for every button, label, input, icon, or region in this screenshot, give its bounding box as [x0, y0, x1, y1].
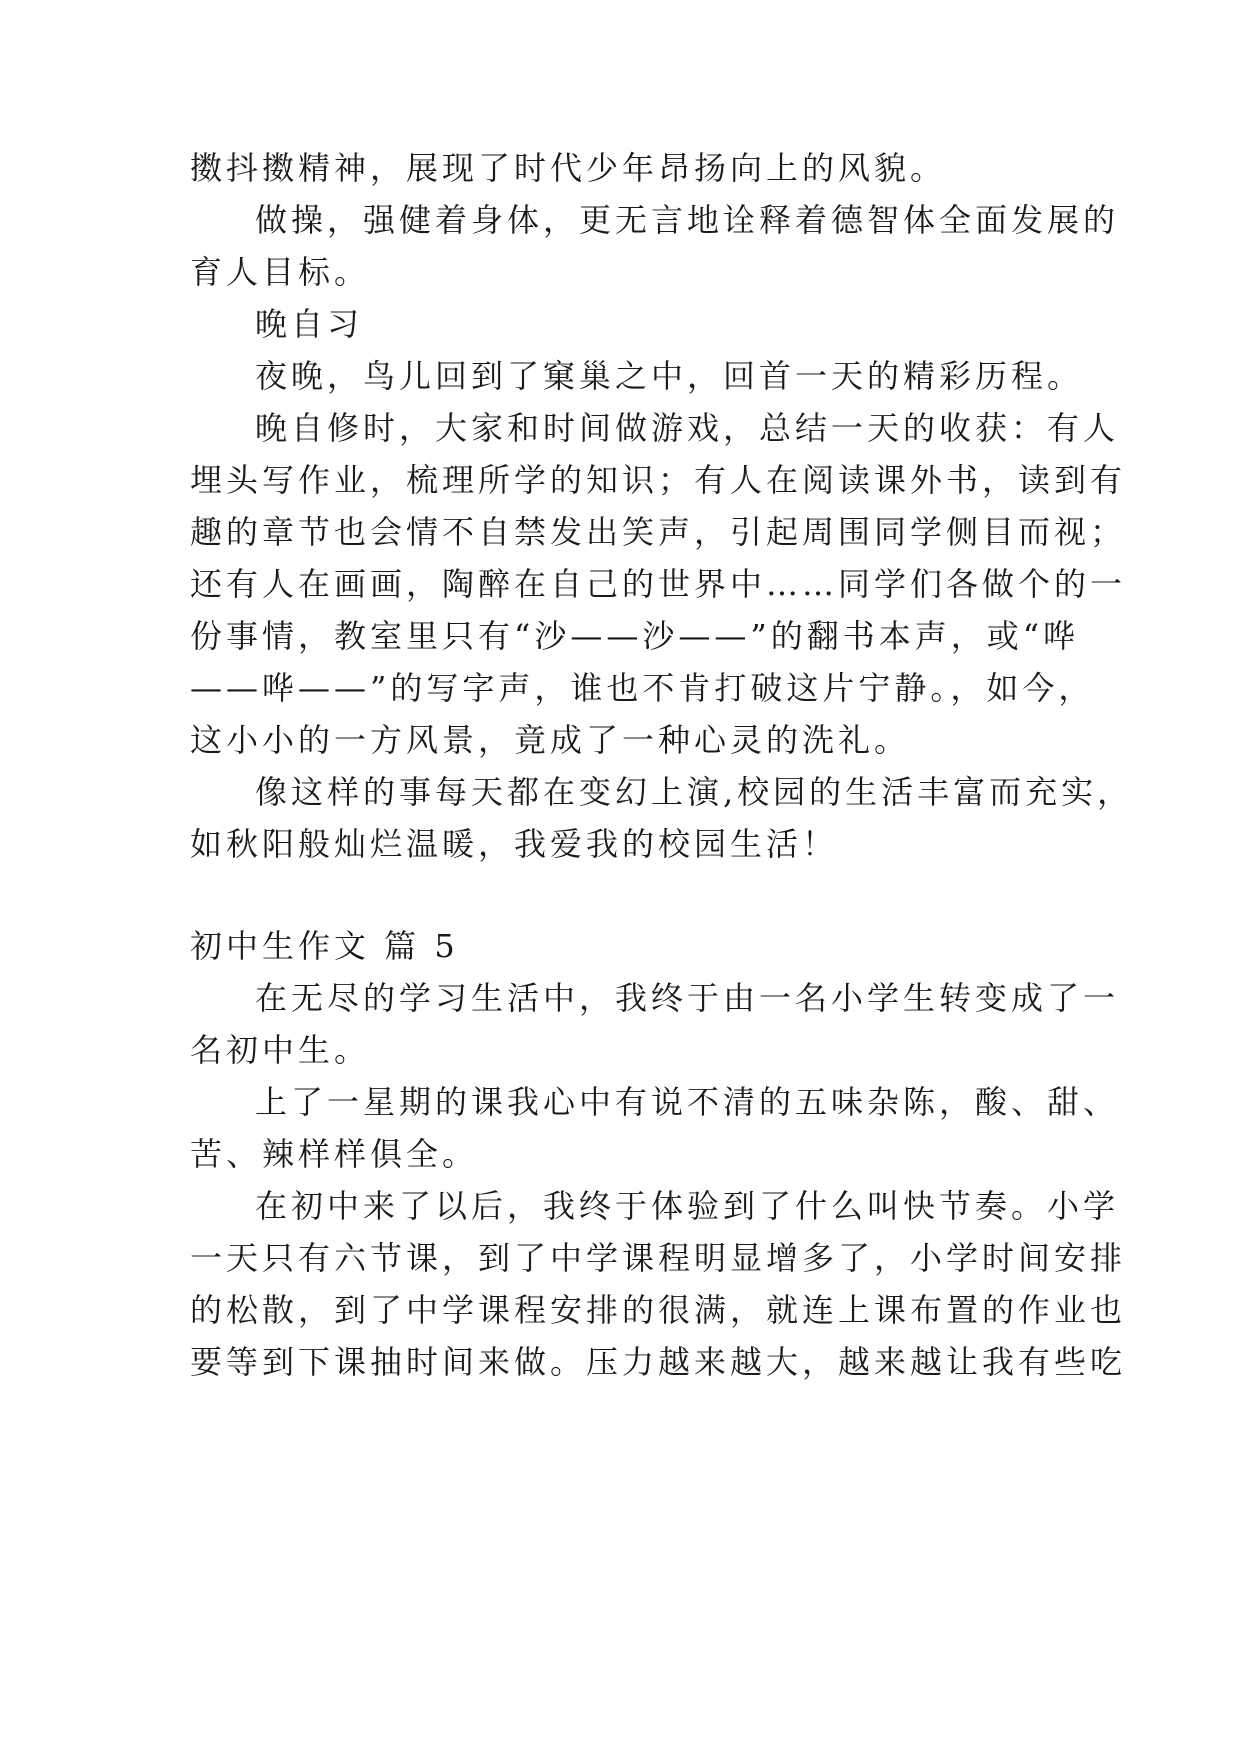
- text-line: 上了一星期的课我心中有说不清的五味杂陈，酸、甜、: [255, 1083, 1120, 1121]
- text-line: 在初中来了以后，我终于体验到了什么叫快节奏。小学: [255, 1187, 1120, 1225]
- text-line: 夜晚，鸟儿回到了窠巢之中，回首一天的精彩历程。: [255, 357, 1084, 395]
- text-line: 埋头写作业，梳理所学的知识；有人在阅读课外书，读到有: [190, 461, 1127, 499]
- text-line: 还有人在画画，陶醉在自己的世界中……同学们各做个的一: [190, 565, 1127, 603]
- text-line: 要等到下课抽时间来做。压力越来越大，越来越让我有些吃: [190, 1343, 1127, 1381]
- text-line: 如秋阳般灿烂温暖，我爱我的校园生活！: [190, 825, 839, 863]
- text-line: 在无尽的学习生活中，我终于由一名小学生转变成了一: [255, 979, 1120, 1017]
- text-line: 育人目标。: [190, 253, 371, 291]
- text-line: 苦、辣样样俱全。: [190, 1135, 479, 1173]
- text-line: 趣的章节也会情不自禁发出笑声，引起周围同学侧目而视；: [190, 513, 1127, 551]
- text-line: 名初中生。: [190, 1031, 371, 1069]
- text-line: 晚自修时，大家和时间做游戏，总结一天的收获：有人: [255, 409, 1120, 447]
- article-title: 初中生作文 篇 5: [190, 927, 459, 965]
- text-line: 擞抖擞精神，展现了时代少年昂扬向上的风貌。: [190, 149, 947, 187]
- text-line: 的松散，到了中学课程安排的很满，就连上课布置的作业也: [190, 1291, 1127, 1329]
- text-line: 一天只有六节课，到了中学课程明显增多了，小学时间安排: [190, 1239, 1127, 1277]
- text-line: 做操，强健着身体，更无言地诠释着德智体全面发展的: [255, 201, 1120, 239]
- section-heading: 晚自习: [255, 305, 364, 343]
- text-line: 这小小的一方风景，竟成了一种心灵的洗礼。: [190, 721, 911, 759]
- text-line: 像这样的事每天都在变幻上演,校园的生活丰富而充实，: [255, 773, 1134, 811]
- text-line: 份事情，教室里只有“沙——沙——”的翻书本声，或“哗: [190, 617, 1080, 655]
- text-line: ——哗——”的写字声，谁也不肯打破这片宁静。，如今，: [190, 669, 1095, 707]
